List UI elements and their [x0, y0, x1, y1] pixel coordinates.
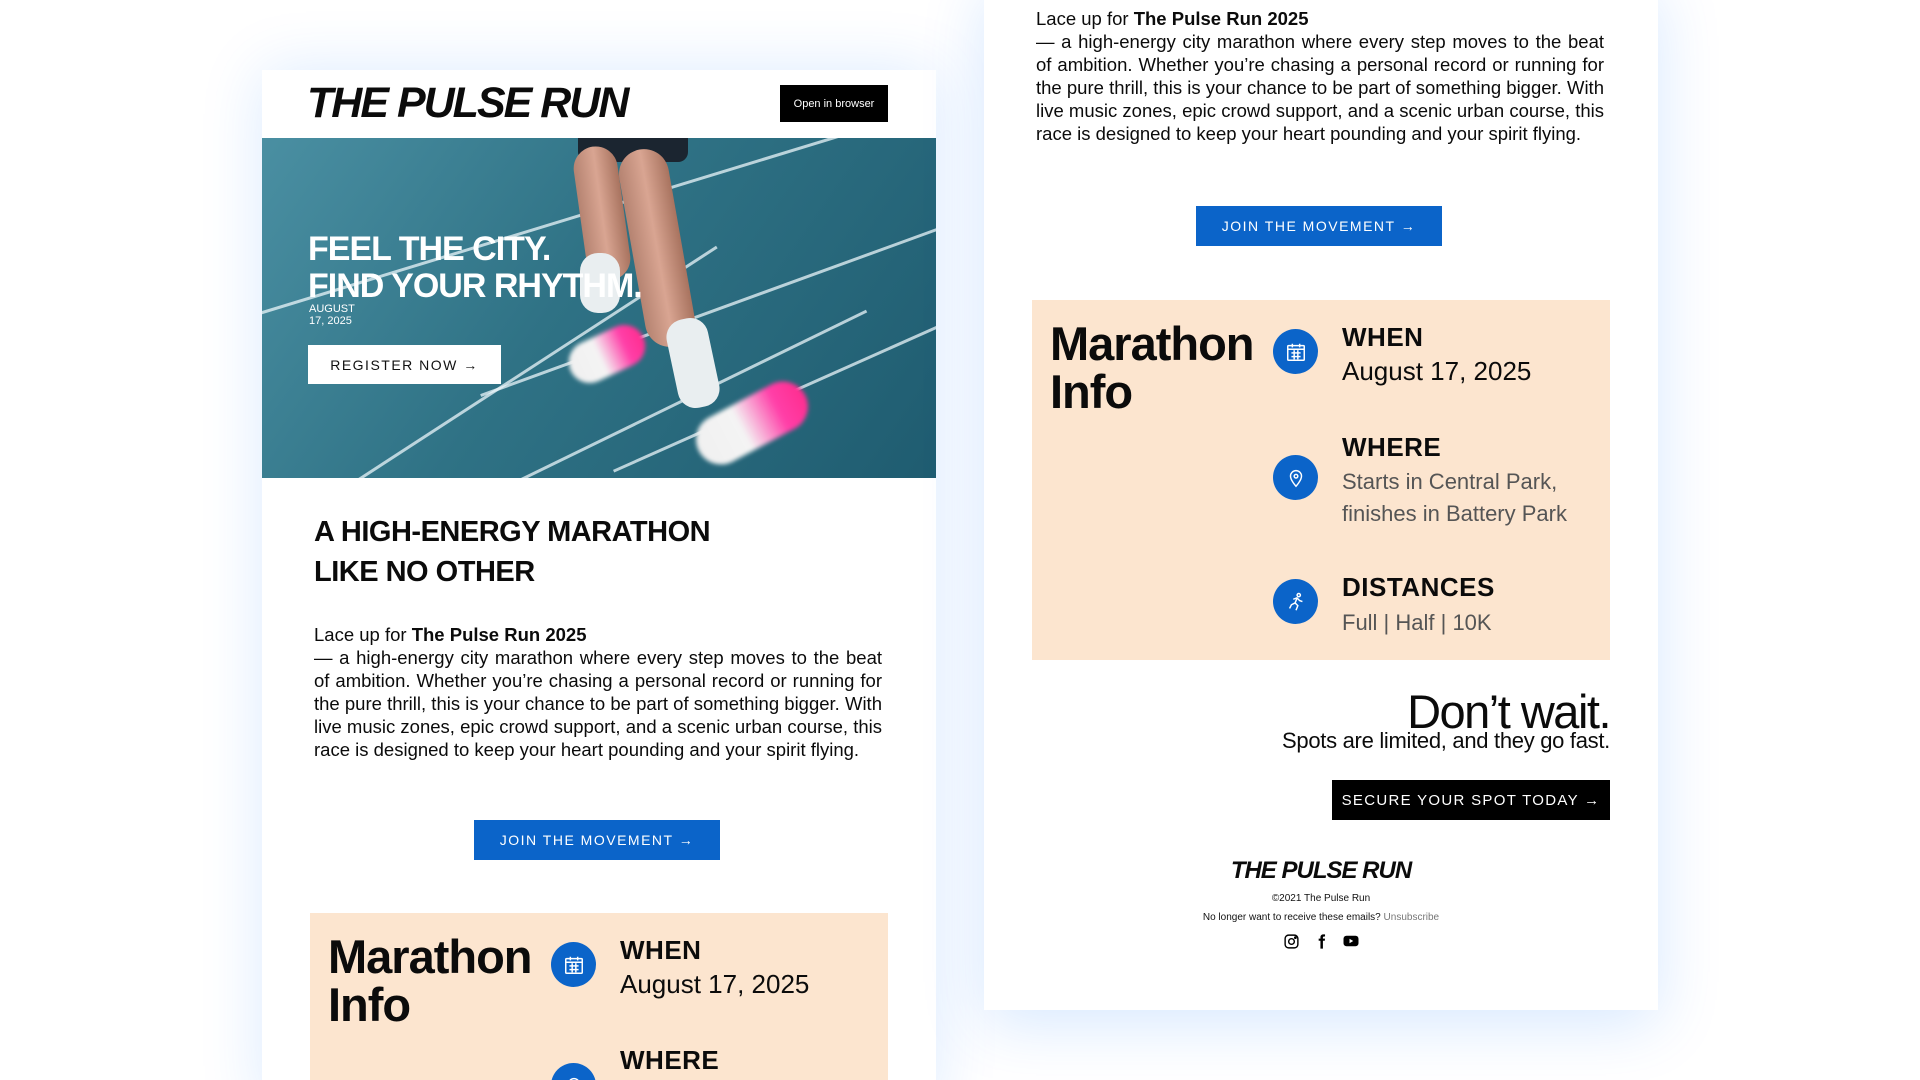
- intro-headline-line: LIKE NO OTHER: [314, 556, 535, 588]
- event-name: The Pulse Run 2025: [1133, 8, 1309, 29]
- hero-banner: [262, 138, 936, 478]
- where-value-line: Starts in Central Park,: [1342, 469, 1558, 494]
- info-title: [328, 930, 532, 1031]
- runner-icon: [1273, 579, 1318, 624]
- where-value-line: finishes in Battery Park: [1342, 501, 1567, 526]
- when-value: August 17, 2025: [1342, 356, 1532, 386]
- intro-lead: [314, 623, 882, 646]
- footer-copyright: ©2021 The Pulse Run: [1271, 893, 1371, 904]
- hero-date: [309, 303, 369, 327]
- distances-value: Full | Half | 10K: [1342, 610, 1492, 635]
- intro-paragraph: [1036, 7, 1604, 145]
- info-title-line: Info: [1050, 365, 1133, 418]
- info-title-line: Marathon: [1050, 317, 1254, 370]
- event-name: The Pulse Run 2025: [411, 624, 587, 645]
- hero-title: [308, 231, 642, 305]
- unsubscribe-prompt: No longer want to receive these emails?: [1202, 912, 1384, 923]
- intro-headline-line: A HIGH-ENERGY MARATHON: [314, 516, 711, 548]
- youtube-icon[interactable]: [1342, 932, 1360, 950]
- hero-title-line: FEEL THE CITY.: [308, 230, 551, 268]
- footer-brand-logo: THE PULSE RUN: [1230, 857, 1412, 884]
- calendar-icon: [1273, 329, 1318, 374]
- join-movement-button[interactable]: JOIN THE MOVEMENT →: [474, 820, 720, 860]
- join-movement-button[interactable]: JOIN THE MOVEMENT →: [1196, 206, 1442, 246]
- intro-headline: [314, 512, 710, 592]
- brand-logo: THE PULSE RUN: [307, 79, 628, 127]
- hero-title-line: FIND YOUR RHYTHM.: [308, 267, 642, 305]
- hero-date-line: 17, 2025: [309, 315, 352, 327]
- unsubscribe-link[interactable]: Unsubscribe: [1383, 912, 1440, 923]
- register-now-button[interactable]: REGISTER NOW →: [308, 345, 501, 384]
- intro-lead-text: Lace up for: [1036, 8, 1134, 29]
- when-label: WHEN: [1342, 322, 1424, 352]
- info-title-line: Info: [328, 978, 411, 1031]
- distances-label: DISTANCES: [1342, 572, 1495, 602]
- email-header: [262, 70, 936, 138]
- where-label: WHERE: [620, 1045, 720, 1075]
- instagram-icon[interactable]: [1282, 932, 1300, 950]
- where-value: [1342, 466, 1567, 530]
- calendar-icon: [551, 942, 596, 987]
- intro-lead: [1036, 7, 1604, 30]
- runner-sock: [663, 315, 723, 412]
- when-label: WHEN: [620, 935, 702, 965]
- info-title-line: Marathon: [328, 930, 532, 983]
- footer-unsubscribe: [984, 912, 1658, 923]
- closing-subline: Spots are limited, and they go fast.: [1282, 728, 1610, 753]
- location-pin-icon: [551, 1063, 596, 1080]
- email-preview-top: [262, 70, 936, 1080]
- marathon-info-box: [310, 913, 888, 1080]
- marathon-info-box: [1032, 300, 1610, 660]
- where-label: WHERE: [1342, 432, 1442, 462]
- info-title: [1050, 317, 1254, 418]
- intro-paragraph: [314, 623, 882, 761]
- when-value: August 17, 2025: [620, 969, 810, 999]
- open-in-browser-button[interactable]: Open in browser: [780, 85, 888, 122]
- intro-body: — a high-energy city marathon where every step moves to the beat of ambition. Whether you’re chasing a personal record or running for the pure thrill, this is your chance to be part of something bigger. With live music zones, epic crowd support, and a scenic urban course, this race is designed to keep your heart pounding and your spirit flying.: [314, 647, 882, 760]
- social-links: [984, 932, 1658, 950]
- facebook-icon[interactable]: [1312, 932, 1330, 950]
- intro-body: — a high-energy city marathon where every step moves to the beat of ambition. Whether you’re chasing a personal record or running for the pure thrill, this is your chance to be part of something bigger. With live music zones, epic crowd support, and a scenic urban course, this race is designed to keep your heart pounding and your spirit flying.: [1036, 31, 1604, 144]
- hero-date-line: AUGUST: [309, 303, 355, 315]
- runner-shoe: [562, 318, 652, 390]
- email-preview-bottom: [984, 0, 1658, 1010]
- closing-headline: Don’t wait.: [1407, 685, 1610, 738]
- secure-spot-button[interactable]: SECURE YOUR SPOT TODAY →: [1332, 780, 1610, 820]
- intro-lead-text: Lace up for: [314, 624, 412, 645]
- location-pin-icon: [1273, 455, 1318, 500]
